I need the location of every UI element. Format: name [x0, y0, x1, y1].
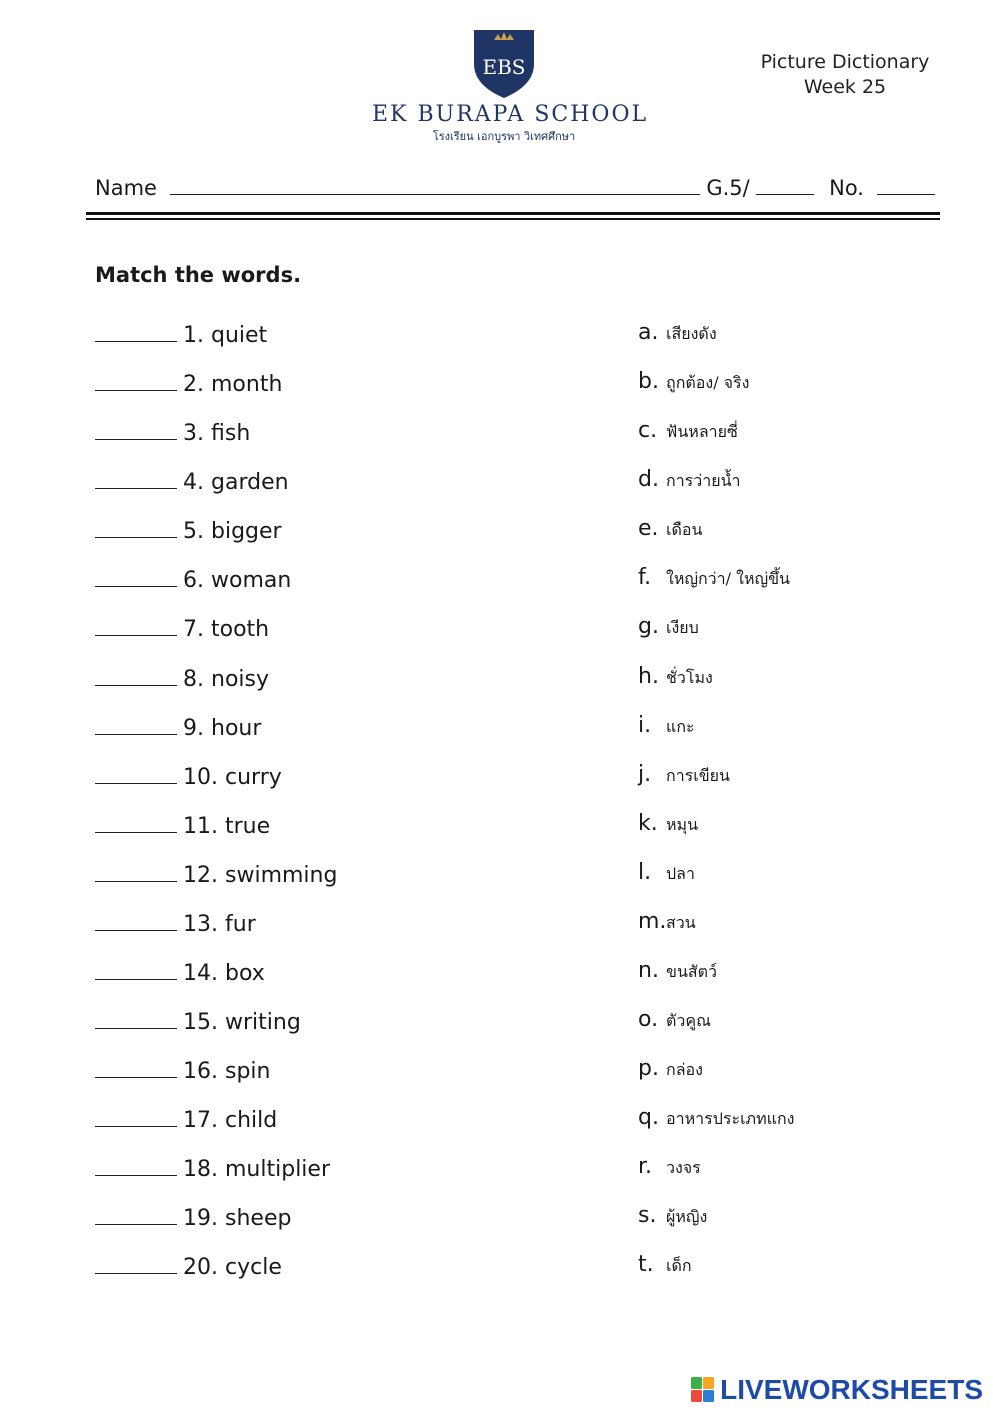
thai-meaning: แกะ	[666, 717, 695, 736]
word-row: 11. true	[95, 811, 270, 841]
answer-row: d. การว่ายน้ำ	[638, 467, 741, 492]
word: bigger	[211, 519, 282, 544]
word-row: 8. noisy	[95, 664, 269, 694]
answer-blank[interactable]	[95, 1056, 177, 1078]
thai-meaning: กล่อง	[666, 1060, 703, 1079]
liveworksheets-logo	[691, 1374, 983, 1404]
answer-row: n. ขนสัตว์	[638, 958, 718, 983]
answer-row: h. ชั่วโมง	[638, 664, 713, 689]
word-row: 10. curry	[95, 762, 282, 792]
word-row: 17. child	[95, 1105, 277, 1135]
thai-meaning: ผู้หญิง	[666, 1207, 708, 1226]
thai-meaning: ปลา	[666, 864, 695, 883]
answer-row: l. ปลา	[638, 860, 695, 885]
answer-blank[interactable]	[95, 860, 177, 882]
class-label: G.5/	[706, 176, 750, 200]
class-field[interactable]	[756, 177, 814, 195]
thai-meaning: ตัวคูณ	[666, 1011, 711, 1030]
answer-row: a. เสียงดัง	[638, 320, 717, 345]
answer-row: b. ถูกต้อง/ จริง	[638, 369, 750, 394]
answer-blank[interactable]	[95, 1105, 177, 1127]
word-row: 2. month	[95, 369, 282, 399]
word: spin	[225, 1059, 271, 1084]
word: true	[225, 814, 271, 839]
title-line-2: Week 25	[803, 76, 887, 98]
word-row: 1. quiet	[95, 320, 267, 350]
answer-blank[interactable]	[95, 369, 177, 391]
answer-row: c. ฟันหลายซี่	[638, 418, 738, 443]
word-row: 6. woman	[95, 565, 291, 595]
answer-blank[interactable]	[95, 664, 177, 686]
thai-meaning: ฟันหลายซี่	[666, 422, 738, 441]
answer-row: p. กล่อง	[638, 1056, 703, 1081]
answer-row: m.สวน	[638, 909, 696, 934]
word: cycle	[225, 1255, 282, 1280]
answer-row: s. ผู้หญิง	[638, 1203, 708, 1228]
word: multiplier	[225, 1157, 330, 1182]
school-logo	[372, 26, 649, 145]
thai-meaning: สวน	[666, 913, 696, 932]
word: writing	[225, 1010, 301, 1035]
answer-blank[interactable]	[95, 614, 177, 636]
answer-row: q. อาหารประเภทแกง	[638, 1105, 795, 1130]
name-label: Name	[95, 176, 157, 200]
word: quiet	[211, 323, 268, 348]
word: box	[225, 961, 265, 986]
answer-row: f. ใหญ่กว่า/ ใหญ่ขึ้น	[638, 565, 790, 590]
word-row: 9. hour	[95, 713, 261, 743]
divider-thin	[86, 218, 940, 220]
word: garden	[211, 470, 289, 495]
liveworksheets-blocks-icon	[691, 1377, 715, 1403]
answer-row: r. วงจร	[638, 1154, 701, 1179]
answer-row: g. เงียบ	[638, 614, 699, 639]
thai-meaning: เงียบ	[666, 618, 699, 637]
number-label: No.	[829, 176, 864, 200]
answer-blank[interactable]	[95, 1154, 177, 1176]
word: fish	[211, 421, 251, 446]
word-row: 19. sheep	[95, 1203, 291, 1233]
answer-blank[interactable]	[95, 713, 177, 735]
word-row: 3. fish	[95, 418, 250, 448]
thai-meaning: เดือน	[666, 520, 703, 539]
word: child	[225, 1108, 278, 1133]
school-name: EK BURAPA SCHOOL	[372, 102, 649, 127]
answer-row: j. การเขียน	[638, 762, 730, 787]
liveworksheets-brand: LIVEWORKSHEETS	[720, 1374, 984, 1405]
thai-meaning: ใหญ่กว่า/ ใหญ่ขึ้น	[666, 569, 790, 588]
thai-meaning: เสียงดัง	[666, 324, 717, 343]
answer-blank[interactable]	[95, 811, 177, 833]
word: fur	[225, 912, 256, 937]
word-row: 20. cycle	[95, 1252, 282, 1282]
thai-meaning: ขนสัตว์	[666, 962, 718, 981]
answer-blank[interactable]	[95, 958, 177, 980]
answer-blank[interactable]	[95, 516, 177, 538]
word: tooth	[211, 617, 270, 642]
word-row: 12. swimming	[95, 860, 337, 890]
word: curry	[225, 765, 282, 790]
answer-row: i. แกะ	[638, 713, 695, 738]
answer-blank[interactable]	[95, 909, 177, 931]
number-field[interactable]	[877, 177, 935, 195]
answer-row: o. ตัวคูณ	[638, 1007, 711, 1032]
school-subtitle: โรงเรียน เอกบูรพา วิเทศศึกษา	[432, 130, 576, 143]
answer-blank[interactable]	[95, 1203, 177, 1225]
word: month	[211, 372, 283, 397]
word-row: 4. garden	[95, 467, 289, 497]
answer-blank[interactable]	[95, 1007, 177, 1029]
word-row: 13. fur	[95, 909, 256, 939]
instruction: Match the words.	[95, 263, 302, 287]
title-line-1: Picture Dictionary	[760, 51, 930, 73]
name-field[interactable]	[170, 177, 700, 195]
word-row: 7. tooth	[95, 614, 269, 644]
thai-meaning: การเขียน	[666, 766, 730, 785]
word: noisy	[211, 667, 269, 692]
answer-row: e. เดือน	[638, 516, 703, 541]
word-row: 14. box	[95, 958, 265, 988]
school-crest-icon	[470, 26, 538, 100]
thai-meaning: ชั่วโมง	[666, 668, 713, 687]
thai-meaning: หมุน	[666, 815, 699, 834]
thai-meaning: วงจร	[666, 1158, 701, 1177]
answer-blank[interactable]	[95, 320, 177, 342]
word-row: 15. writing	[95, 1007, 301, 1037]
divider-thick	[86, 212, 940, 215]
student-info-row	[95, 176, 935, 200]
thai-meaning: ถูกต้อง/ จริง	[666, 373, 750, 392]
word: hour	[211, 716, 262, 741]
word-row: 5. bigger	[95, 516, 282, 546]
worksheet-title	[740, 50, 950, 100]
word: sheep	[225, 1206, 292, 1231]
word-row: 16. spin	[95, 1056, 270, 1086]
answer-row: t. เด็ก	[638, 1252, 692, 1277]
answer-blank[interactable]	[95, 1252, 177, 1274]
thai-meaning: อาหารประเภทแกง	[666, 1109, 795, 1128]
logo-initials: EBS	[482, 55, 526, 79]
answer-blank[interactable]	[95, 762, 177, 784]
answer-row: k. หมุน	[638, 811, 699, 836]
answer-blank[interactable]	[95, 467, 177, 489]
word: woman	[211, 568, 292, 593]
thai-meaning: เด็ก	[666, 1256, 692, 1275]
word-row: 18. multiplier	[95, 1154, 330, 1184]
answer-blank[interactable]	[95, 565, 177, 587]
word: swimming	[225, 863, 338, 888]
answer-blank[interactable]	[95, 418, 177, 440]
thai-meaning: การว่ายน้ำ	[666, 471, 741, 490]
